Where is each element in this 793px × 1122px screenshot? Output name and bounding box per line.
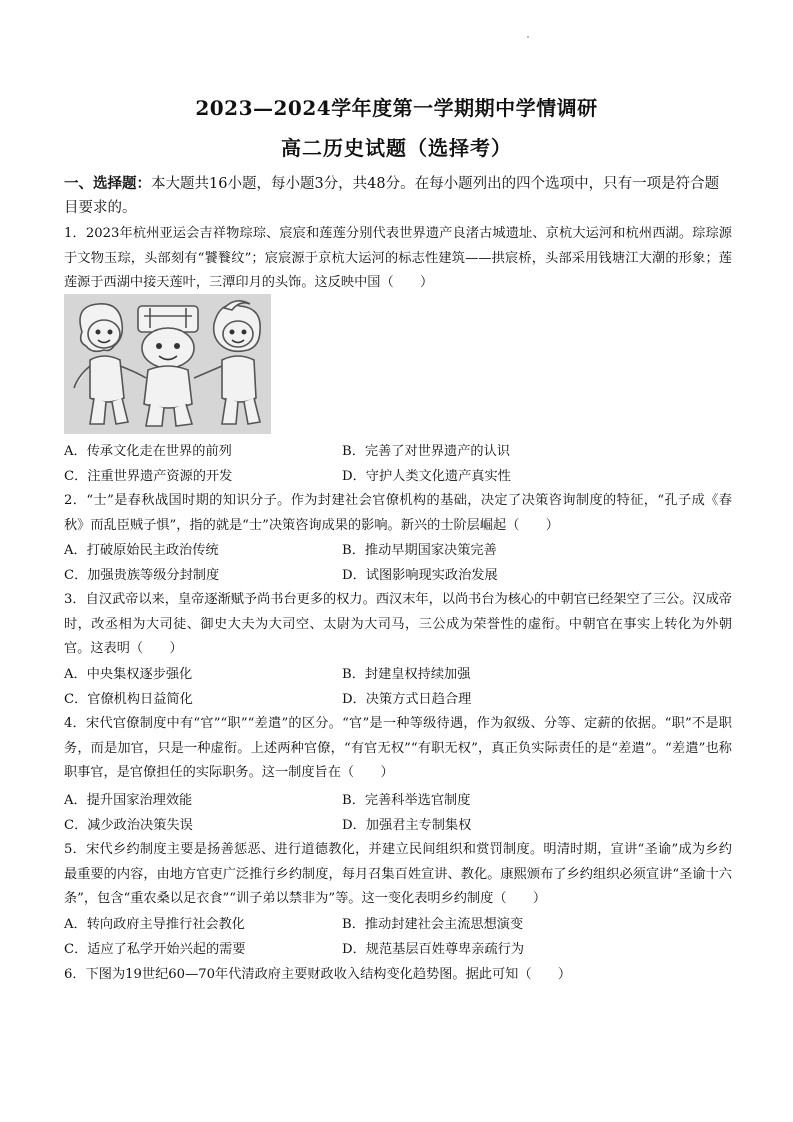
- option-c: C．适应了私学开始兴起的需要: [64, 941, 246, 957]
- option-a: A．转向政府主导推行社会教化: [64, 917, 245, 932]
- option-c: C．减少政治决策失误: [64, 817, 193, 833]
- scan-dot: [527, 36, 529, 38]
- option-b: B．推动封建社会主流思想演变: [342, 917, 524, 932]
- option-a: A．打破原始民主政治传统: [64, 543, 219, 558]
- option-d: D．加强君主专制集权: [342, 817, 472, 833]
- option-d: D．决策方式日趋合理: [342, 691, 472, 707]
- option-d: D．守护人类文化遗产真实性: [342, 468, 511, 484]
- option-b: B．完善了对世界遗产的认识: [342, 444, 510, 459]
- option-d: D．试图影响现实政治发展: [342, 567, 498, 583]
- question-1-options: [64, 440, 732, 489]
- section-heading: 一、选择题：: [64, 175, 151, 192]
- option-a: A．传承文化走在世界的前列: [64, 444, 232, 459]
- exam-title: 2023—2024学年度第一学期期中学情调研: [195, 96, 598, 120]
- section-text: 本大题共16小题，每小题3分，共48分。在每小题列出的四个选项中，只有一项是符合题目要求的。: [64, 176, 720, 216]
- option-c: C．官僚机构日益简化: [64, 691, 193, 707]
- question-2-options: [64, 539, 732, 588]
- option-b: B．完善科举选官制度: [342, 793, 471, 808]
- question-4-stem: 4．宋代官僚制度中有“官”“职”“差遣”的区分。“官”是一种等级待遇，作为叙级、分等、定薪的依据。“职”不是职务，而是加官，只是一种虚衔。上述两种官僚，“有官无权”“有职无权”，真正负实际责任的是“差遣”。“差遣”也称职事官，是官僚担任的实际职务。这一制度旨在（ ）: [64, 716, 732, 781]
- option-c: C．注重世界遗产资源的开发: [64, 468, 233, 484]
- question-4-options: [64, 789, 732, 838]
- option-c: C．加强贵族等级分封制度: [64, 567, 220, 583]
- section-instruction: [64, 172, 732, 220]
- exam-subtitle: 高二历史试题（选择考）: [281, 136, 512, 160]
- option-a: A．中央集权逐步强化: [64, 667, 193, 682]
- question-5-stem: 5．宋代乡约制度主要是扬善惩恶、进行道德教化，并建立民间组织和赏罚制度。明清时期，宣讲“圣谕”成为乡约最重要的内容，由地方官吏广泛推行乡约制度，每月召集百姓宣讲、教化。康熙颁布了乡约组织必须宣讲“圣谕十六条”，包含“重农桑以足衣食”“训子弟以禁非为”等。这一变化表明乡约制度（ ）: [64, 842, 732, 907]
- option-b: B．封建皇权持续加强: [342, 667, 471, 682]
- question-2-stem: 2．“士”是春秋战国时期的知识分子。作为封建社会官僚机构的基础，决定了决策咨询制度的特征，“孔子成《春秋》而乱臣贼子惧”，指的就是“士”决策咨询成果的影响。新兴的士阶层崛起（ ）: [64, 493, 732, 533]
- question-3-stem: 3．自汉武帝以来，皇帝逐渐赋予尚书台更多的权力。西汉末年，以尚书台为核心的中朝官已经架空了三公。汉成帝时，改丞相为大司徒、御史大夫为大司空、太尉为大司马，三公成为荣誉性的虚衔。中朝官在事实上转化为外朝官。这表明（ ）: [64, 592, 732, 657]
- mascot-illustration: [64, 294, 271, 434]
- question-3-options: [64, 663, 732, 712]
- question-1-stem: 1．2023年杭州亚运会吉祥物琮琮、宸宸和莲莲分别代表世界遗产良渚古城遗址、京杭大运河和杭州西湖。琮琮源于文物玉琮，头部刻有“饕餮纹”；宸宸源于京杭大运河的标志性建筑——拱宸桥，头部采用钱塘江大潮的形象；莲莲源于西湖中接天莲叶，三潭印月的头饰。这反映中国（ ）: [64, 226, 732, 291]
- question-6-stem: 6．下图为19世纪60—70年代清政府主要财政收入结构变化趋势图。据此可知（ ）: [64, 967, 572, 982]
- option-b: B．推动早期国家决策完善: [342, 543, 497, 558]
- question-5-options: [64, 913, 732, 962]
- option-d: D．规范基层百姓尊卑亲疏行为: [342, 941, 525, 957]
- option-a: A．提升国家治理效能: [64, 793, 193, 808]
- mascot-image: [64, 294, 271, 434]
